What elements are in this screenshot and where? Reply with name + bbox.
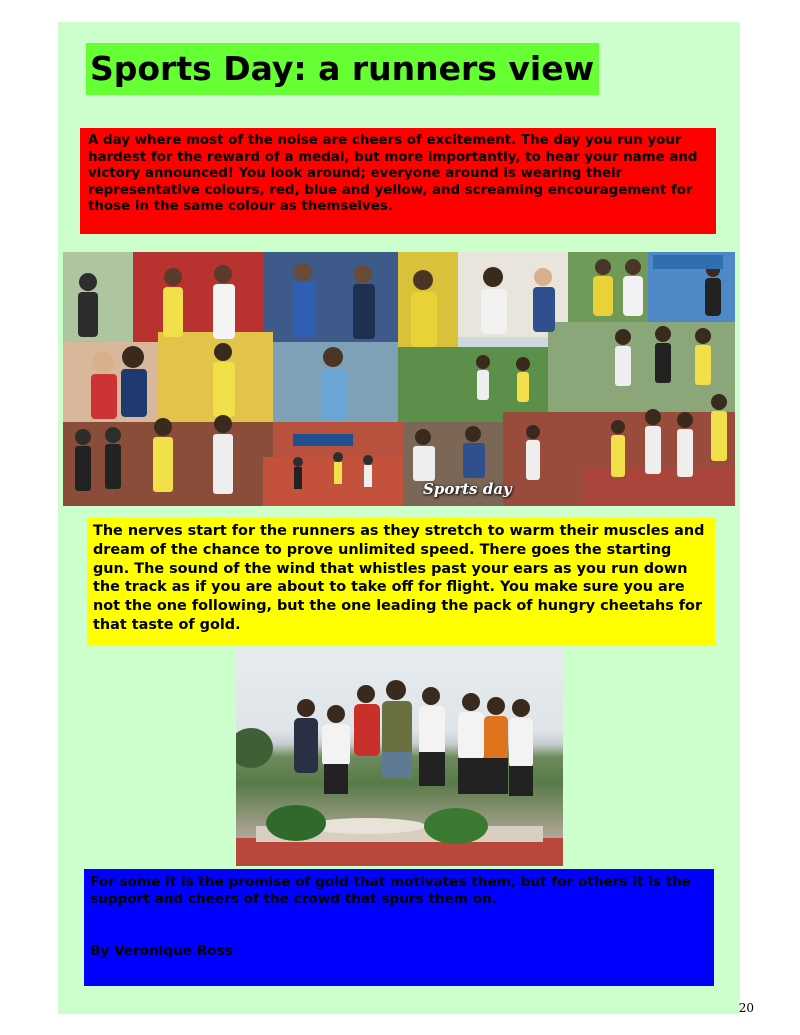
photo-collage <box>63 252 735 506</box>
author-byline: By Veronique Ross <box>90 943 233 959</box>
page-number: 20 <box>738 1001 754 1015</box>
collage-image <box>63 252 735 506</box>
group-photo <box>236 648 563 866</box>
intro-paragraph: A day where most of the noise are cheers of excitement. The day you run your hardest for the reward of a medal, but more importantly, to hear your name and victory announced! You look around; everyone around is wearing their representative colours, red, blue and yellow, and screaming encouragement for those in the same colour as themselves. <box>80 128 716 234</box>
title-banner <box>86 43 599 95</box>
collage-caption: Sports day <box>423 480 512 498</box>
closing-box <box>84 869 714 986</box>
closing-paragraph: For some it is the promise of gold that motivates them, but for others it is the support and cheers of the crowd that spurs them on. <box>90 874 692 907</box>
group-photo-image <box>236 648 563 866</box>
article-title: Sports Day: a runners view <box>90 49 595 88</box>
middle-paragraph: The nerves start for the runners as they stretch to warm their muscles and dream of the chance to prove unlimited speed. There goes the starting gun. The sound of the wind that whistles past your ears as you run down the track as if you are about to take off for flight. You make sure you are not the one following, but the one leading the pack of hungry cheetahs for that taste of gold. <box>87 518 715 645</box>
